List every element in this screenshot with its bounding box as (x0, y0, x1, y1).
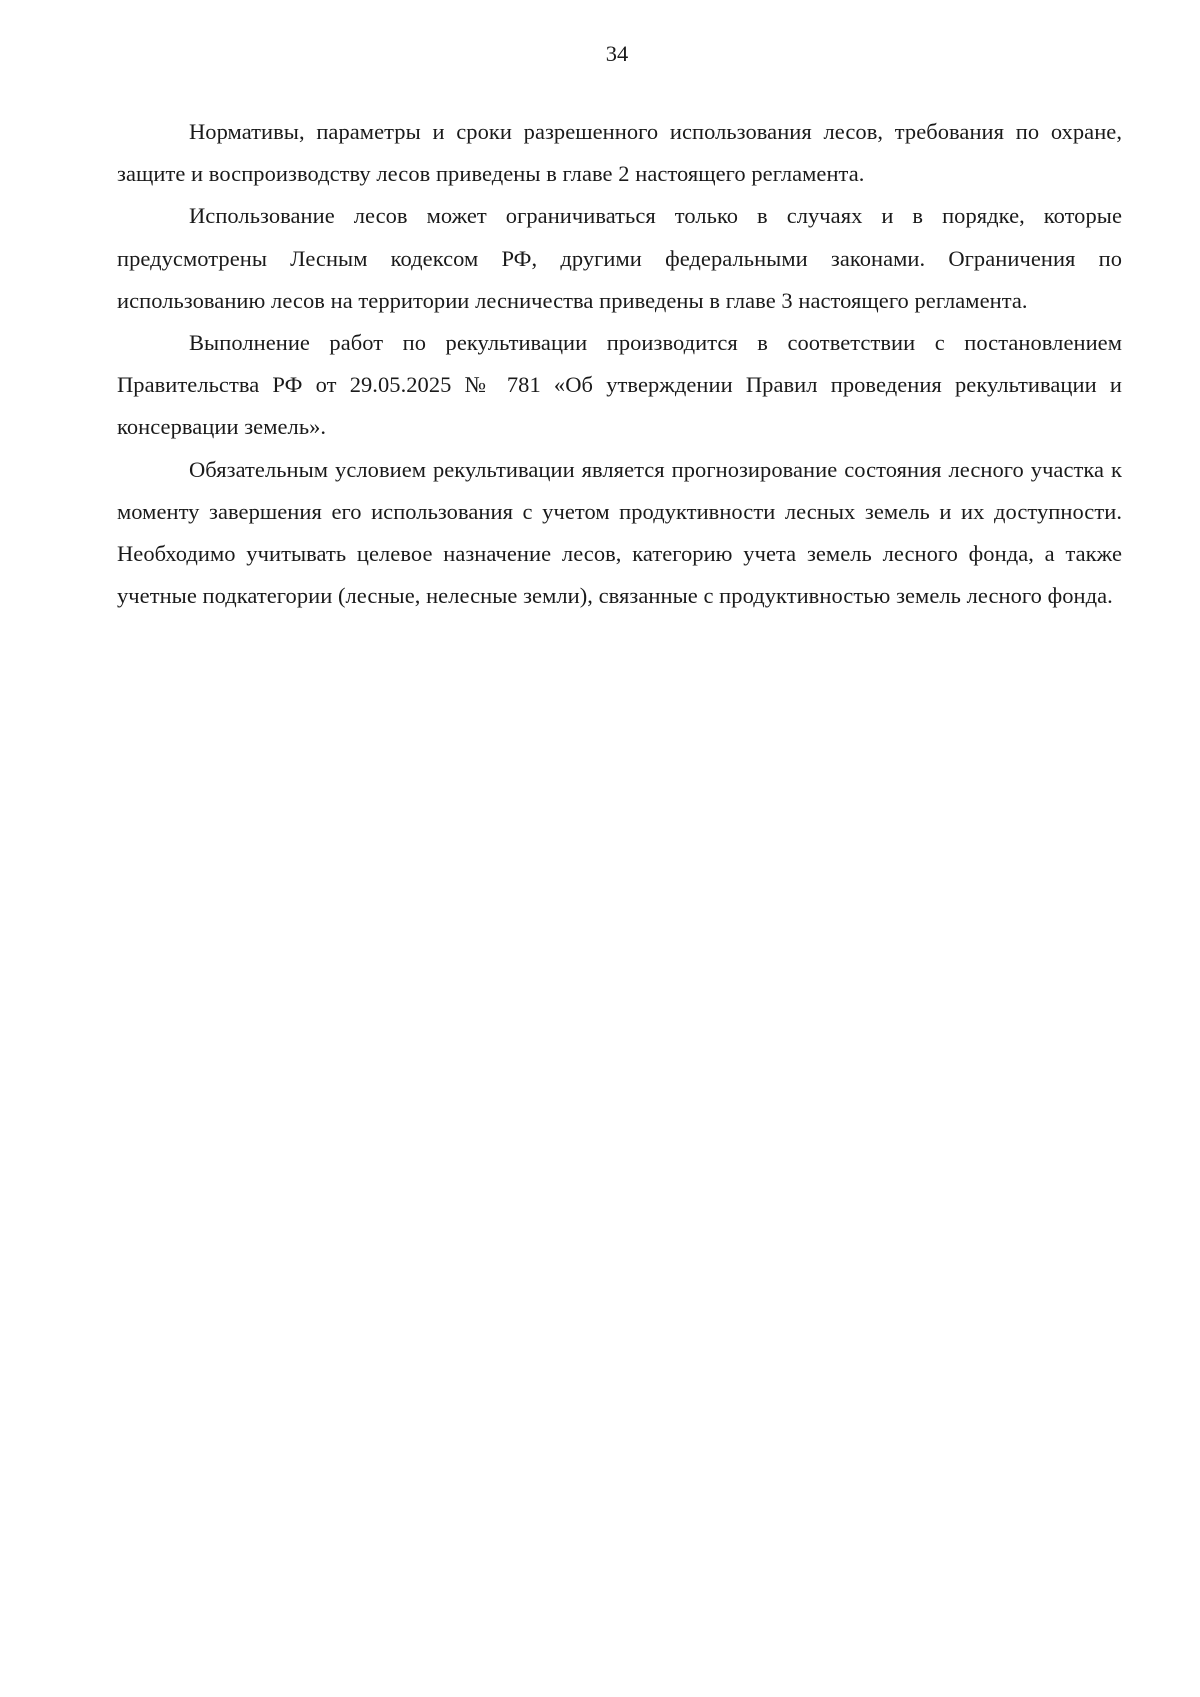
paragraph-reclamation-decree: Выполнение работ по рекультивации производится в соответствии с постановлением Правительства РФ от 29.05.2025 № 781 «Об утверждении Правил проведения рекультивации и консервации земель». (117, 330, 1122, 440)
document-body (117, 111, 1122, 617)
paragraph-restrictions: Использование лесов может ограничиваться только в случаях и в порядке, которые предусмотрены Лесным кодексом РФ, другими федеральными законами. Ограничения по использованию лесов на территории лесничества приведены в главе 3 настоящего регламента. (117, 203, 1122, 313)
paragraph-reclamation-condition: Обязательным условием рекультивации является прогнозирование состояния лесного участка к моменту завершения его использования с учетом продуктивности лесных земель и их доступности. Необходимо учитывать целевое назначение лесов, категорию учета земель лесного фонда, а также учетные подкатегории (лесные, нелесные земли), связанные с продуктивностью земель лесного фонда. (117, 456, 1122, 609)
page-number: 34 (605, 41, 629, 66)
paragraph-standards: Нормативы, параметры и сроки разрешенного использования лесов, требования по охране, защите и воспроизводству лесов приведены в главе 2 настоящего регламента. (117, 119, 1122, 187)
